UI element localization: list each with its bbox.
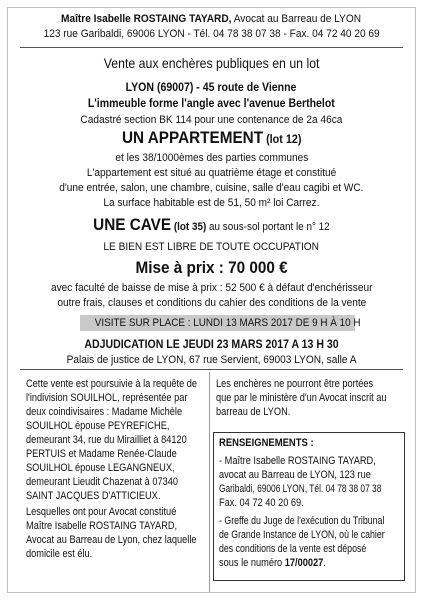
apartment-line: d'une entrée, salon, une chambre, cuisine, salle d'eau cagibi et WC. — [59, 182, 364, 194]
column-line: Cette vente est poursuivie à la requête de — [26, 378, 198, 390]
column-line: Avocat au Barreau de Lyon, chez laquelle — [26, 534, 197, 546]
column-line: Les enchères ne pourront être portées — [216, 378, 374, 390]
info-line: de Grande Instance de LYON, où le cahier — [219, 529, 385, 541]
cave-title: UNE CAVE — [93, 215, 172, 234]
price-detail: outre frais, clauses et conditions du cahier des conditions de la vente — [57, 297, 366, 309]
visit-banner: VISITE SUR PLACE : LUNDI 13 MARS 2017 DE 9 H À 10 H — [80, 315, 355, 331]
deposit-prefix: sous le numéro — [219, 557, 285, 569]
column-line: PERTUIS et Madame Renée-Claude — [26, 448, 177, 460]
info-line: avocat au Barreau de LYON, 123 rue — [219, 469, 371, 481]
info-line: des conditions de la vente est déposé — [219, 543, 367, 555]
sale-building: L'immeuble forme l'angle avec l'avenue Berthelot — [88, 96, 335, 110]
divider — [20, 47, 403, 48]
column-line: barreau de LYON. — [216, 406, 291, 418]
column-line: domicile est élu. — [26, 548, 93, 560]
apartment-line: L'appartement est situé au quatrième étage et constitué — [86, 167, 337, 179]
info-box-title: RENSEIGNEMENTS : — [219, 437, 314, 449]
info-line: - Greffe du Juge de l'exécution du Tribunal — [219, 515, 385, 527]
cave-detail: au sous-sol portant le n° 12 — [206, 221, 330, 233]
adjudication-title: ADJUDICATION LE JEUDI 23 MARS 2017 A 13 H 30 — [84, 337, 339, 351]
lawyer-header — [0, 12, 423, 26]
lawyer-name: Maître Isabelle ROSTAING TAYARD, — [61, 13, 232, 25]
info-box — [213, 432, 405, 581]
petitioner-column — [26, 377, 206, 561]
column-line: Maître Isabelle ROSTAING TAYARD, — [26, 520, 178, 532]
cave-heading — [0, 215, 423, 237]
adjudication-place: Palais de justice de LYON, 67 rue Servient, 69003 LYON, salle A — [66, 354, 357, 366]
divider — [20, 369, 403, 370]
column-line: Lesquelles ont pour Avocat constitué — [26, 506, 177, 518]
sale-cadastre: Cadastré section BK 114 pour une contenance de 2a 46ca — [80, 114, 343, 126]
occupation-status: LE BIEN EST LIBRE DE TOUTE OCCUPATION — [103, 241, 320, 253]
apartment-title: UN APPARTEMENT — [121, 128, 263, 147]
column-line: que par le ministère d'un Avocat inscrit au — [216, 392, 387, 404]
column-line: SOUILHOL épouse PEYREFICHE, — [26, 420, 170, 432]
sale-location: LYON (69007) - 45 route de Vienne — [126, 80, 297, 94]
apartment-lot: (lot 12) — [262, 132, 302, 146]
info-line: - Maître Isabelle ROSTAING TAYARD, — [219, 455, 376, 467]
column-line: SAINT JACQUES D'ATTICIEUX. — [26, 490, 161, 502]
info-line: Garibaldi, 69006 LYON, Tél. 04 78 38 07 38 — [219, 483, 382, 495]
column-divider — [209, 372, 210, 592]
cave-lot: (lot 35) — [171, 221, 207, 233]
info-line: Fax. 04 72 40 20 69. — [219, 497, 304, 509]
column-line: demeurant Lieudit Chazenat à 07340 — [26, 476, 179, 488]
deposit-number: 17/00027 — [284, 557, 324, 569]
starting-price: Mise à prix : 70 000 € — [135, 258, 288, 277]
apartment-line: et les 38/1000èmes des parties communes — [115, 152, 308, 164]
column-line: deux coindivisaires : Madame Michèle — [26, 406, 183, 418]
info-box-content — [219, 436, 401, 570]
bidding-column — [216, 377, 402, 419]
column-line: SOUILHOL épouse LEGANGNEUX, — [26, 462, 175, 474]
price-detail: avec faculté de baisse de mise à prix : 52 500 € à défaut d'enchérisseur — [50, 282, 373, 294]
lawyer-role: Avocat au Barreau de LYON — [231, 13, 362, 25]
lawyer-address: 123 rue Garibaldi, 69006 LYON - Tél. 04 78 38 07 38 - Fax. 04 72 40 20 69 — [43, 28, 380, 40]
column-line: demeurant 34, rue du Mirailliet à 84120 — [26, 434, 187, 446]
info-line-deposit — [219, 556, 372, 570]
deposit-suffix: . — [323, 557, 326, 569]
apartment-line: La surface habitable est de 51, 50 m² loi Carrez. — [103, 197, 320, 209]
column-line: l'indivision SOUILHOL, représentée par — [26, 392, 188, 404]
sale-title: Vente aux enchères publiques en un lot — [103, 55, 320, 71]
apartment-heading — [0, 128, 423, 149]
